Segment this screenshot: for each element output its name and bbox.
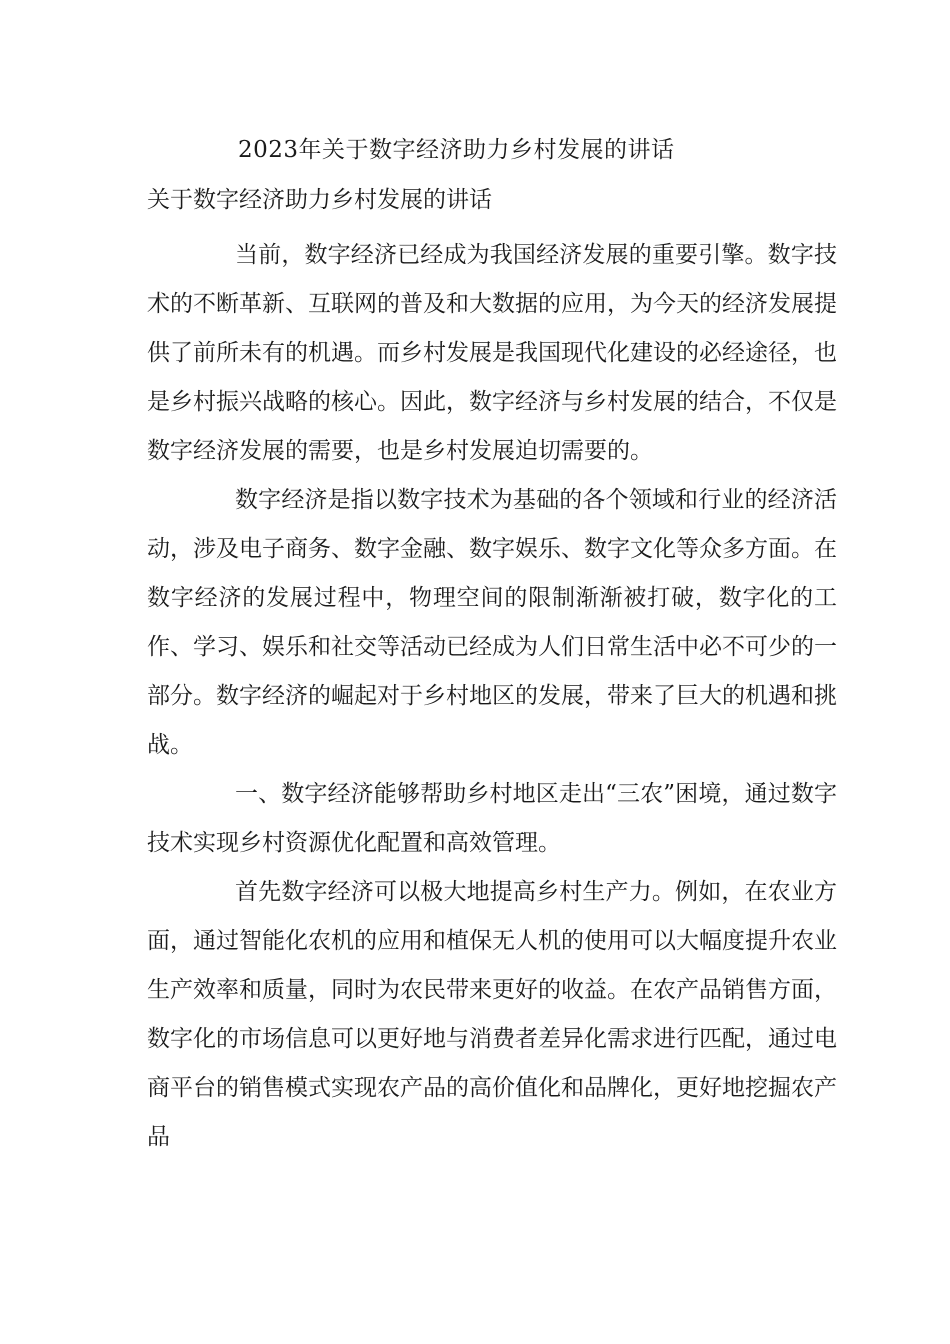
document-title: 2023年关于数字经济助力乡村发展的讲话	[238, 137, 675, 163]
paragraph: 一、数字经济能够帮助乡村地区走出“三农”困境，通过数字技术实现乡村资源优化配置和高效管理。	[147, 781, 837, 856]
paragraph: 首先数字经济可以极大地提高乡村生产力。例如，在农业方面，通过智能化农机的应用和植保无人机的使用可以大幅度提升农业生产效率和质量，同时为农民带来更好的收益。在农产品销售方面，数字化的市场信息可以更好地与消费者差异化需求进行匹配，通过电商平台的销售模式实现农产品的高价值化和品牌化，更好地挖掘农产品	[147, 879, 837, 1150]
document-subtitle: 关于数字经济助力乡村发展的讲话	[147, 187, 492, 213]
paragraph: 当前，数字经济已经成为我国经济发展的重要引擎。数字技术的不断革新、互联网的普及和大数据的应用，为今天的经济发展提供了前所未有的机遇。而乡村发展是我国现代化建设的必经途径，也是乡村振兴战略的核心。因此，数字经济与乡村发展的结合，不仅是数字经济发展的需要，也是乡村发展迫切需要的。	[147, 242, 837, 464]
paragraph: 数字经济是指以数字技术为基础的各个领域和行业的经济活动，涉及电子商务、数字金融、数字娱乐、数字文化等众多方面。在数字经济的发展过程中，物理空间的限制渐渐被打破，数字化的工作、学习、娱乐和社交等活动已经成为人们日常生活中必不可少的一部分。数字经济的崛起对于乡村地区的发展，带来了巨大的机遇和挑战。	[147, 487, 837, 758]
document-body	[147, 231, 837, 1162]
